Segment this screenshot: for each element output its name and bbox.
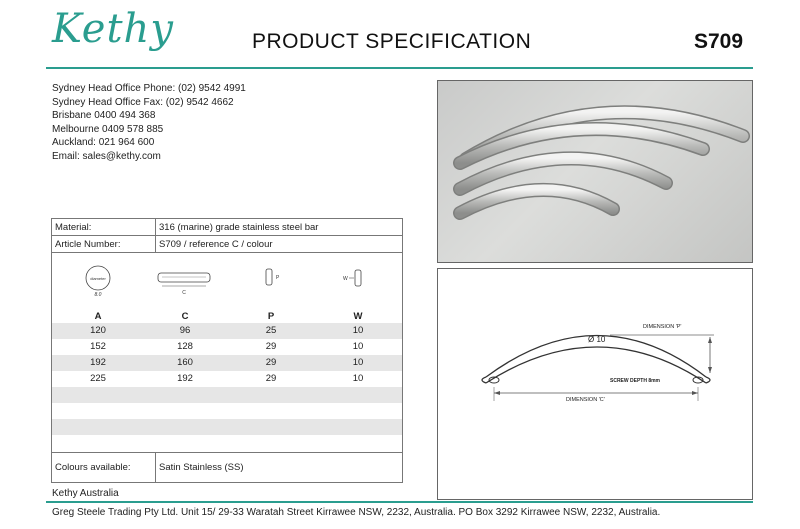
cell-c: 96 — [179, 325, 191, 336]
table-row — [52, 323, 402, 339]
product-photo — [437, 80, 753, 263]
diameter-label: Ø 10 — [588, 335, 606, 344]
colours-value: Satin Stainless (SS) — [156, 453, 403, 483]
header-divider — [46, 67, 753, 69]
cell-c: 160 — [177, 357, 193, 368]
colours-table — [51, 452, 403, 483]
cell-a: 192 — [90, 357, 106, 368]
header-a: A — [94, 311, 102, 322]
technical-drawing — [437, 268, 753, 500]
dimension-p-label: DIMENSION 'P' — [643, 324, 682, 330]
page-title: PRODUCT SPECIFICATION — [252, 30, 532, 53]
empty-row — [52, 387, 402, 403]
product-code: S709 — [694, 30, 744, 53]
contact-details — [52, 82, 246, 163]
header-c: C — [181, 311, 189, 322]
handles-illustration — [438, 81, 753, 263]
article-value: S709 / reference C / colour — [156, 236, 403, 253]
table-row — [52, 339, 402, 355]
table-row — [52, 355, 402, 371]
screw-depth-label: SCREW DEPTH 8mm — [610, 378, 661, 384]
contact-line: Brisbane 0400 494 368 — [52, 110, 156, 121]
width-w-icon-label: W — [343, 276, 348, 282]
article-label: Article Number: — [52, 236, 156, 253]
table-row — [52, 371, 402, 387]
contact-line: Melbourne 0409 578 885 — [52, 123, 164, 135]
article-row — [52, 236, 403, 253]
cell-a: 120 — [90, 325, 106, 336]
dimensions-header-row — [52, 309, 402, 323]
colours-label: Colours available: — [52, 453, 156, 483]
company-address: Greg Steele Trading Pty Ltd. Unit 15/ 29-33 Waratah Street Kirrawee NSW, 2232, Australia. PO Box 3292 Kirrawee NSW, 2232, Australia. — [52, 507, 661, 518]
material-value: 316 (marine) grade stainless steel bar — [156, 219, 403, 236]
footer-divider — [46, 501, 753, 503]
colours-row — [52, 453, 403, 483]
cell-w: 10 — [352, 373, 364, 384]
cell-p: 29 — [265, 341, 277, 352]
length-c-icon-label: C — [182, 290, 186, 296]
diameter-icon — [86, 266, 110, 298]
empty-row — [52, 403, 402, 419]
contact-line: Auckland: 021 964 600 — [52, 137, 155, 148]
cell-a: 225 — [90, 373, 106, 384]
diameter-icon-label: diameter — [90, 276, 106, 281]
company-name: Kethy Australia — [52, 488, 119, 499]
kethy-logo: Kethy — [52, 6, 174, 52]
diameter-icon-value: 8.0 — [94, 292, 102, 298]
dimension-c-label: DIMENSION 'C' — [566, 397, 605, 403]
contact-line: Sydney Head Office Fax: (02) 9542 4662 — [52, 96, 234, 108]
header-w: W — [353, 311, 363, 322]
header-p: P — [267, 311, 275, 322]
cell-c: 128 — [177, 341, 193, 352]
length-c-icon — [158, 273, 210, 296]
cell-p: 25 — [265, 325, 277, 336]
dimensions-table — [51, 252, 403, 452]
projection-p-icon-label: P — [276, 275, 280, 281]
cell-p: 29 — [265, 373, 277, 384]
cell-w: 10 — [352, 341, 364, 352]
material-label: Material: — [52, 219, 156, 236]
spec-table — [51, 218, 403, 253]
contact-line: Sydney Head Office Phone: (02) 9542 4991 — [52, 83, 246, 94]
contact-line: Email: sales@kethy.com — [52, 150, 161, 162]
cell-w: 10 — [352, 357, 364, 368]
cell-p: 29 — [265, 357, 277, 368]
material-row — [52, 219, 403, 236]
projection-p-icon — [266, 269, 280, 285]
dimension-icons — [52, 262, 402, 298]
cell-a: 152 — [90, 341, 106, 352]
width-w-icon — [343, 270, 361, 286]
cell-c: 192 — [177, 373, 193, 384]
handle-drawing — [438, 269, 753, 500]
cell-w: 10 — [352, 325, 364, 336]
empty-row — [52, 419, 402, 435]
